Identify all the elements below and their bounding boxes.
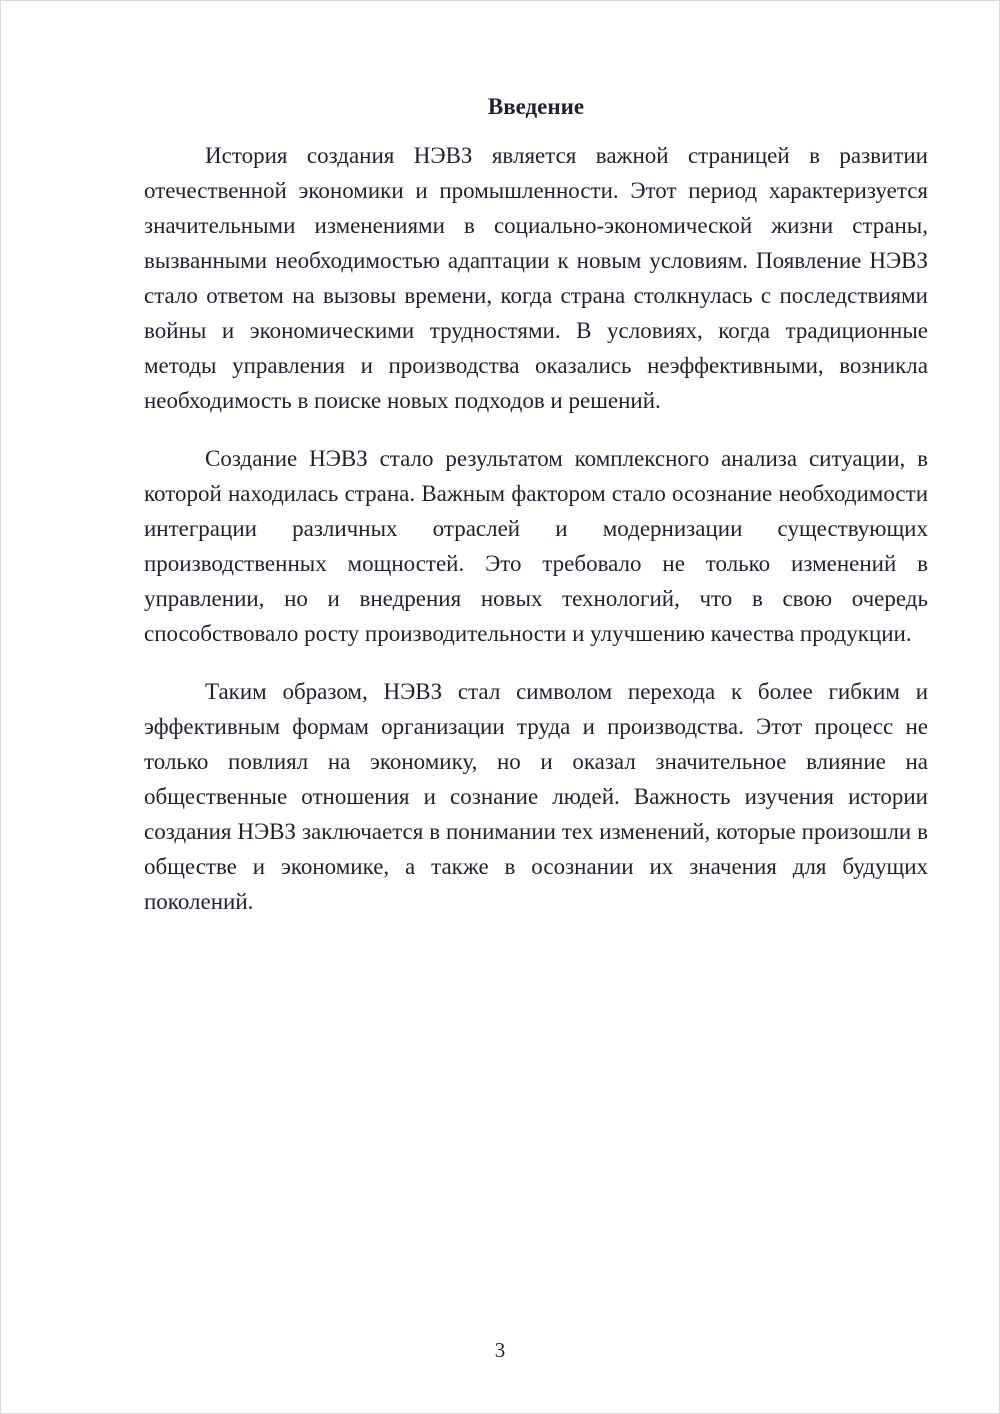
page-title: Введение bbox=[487, 94, 585, 119]
paragraph-creation-analysis: Создание НЭВЗ стало результатом комплексного анализа ситуации, в которой находилась страна. Важным фактором стало осознание необходимости интеграции различных отраслей и модернизации существующих производственных мощностей. Это требовало не только изменений в управлении, но и внедрения новых технологий, что в свою очередь способствовало росту производительности и улучшению качества продукции. bbox=[144, 446, 928, 646]
page-number: 3 bbox=[494, 1338, 506, 1362]
paragraph-intro-history: История создания НЭВЗ является важной страницей в развитии отечественной экономики и промышленности. Этот период характеризуется значительными изменениями в социально-экономической жизни страны, вызванными необходимостью адаптации к новым условиям. Появление НЭВЗ стало ответом на вызовы времени, когда страна столкнулась с последствиями войны и экономическими трудностями. В условиях, когда традиционные методы управления и производства оказались неэффективными, возникла необходимость в поиске новых подходов и решений. bbox=[144, 143, 928, 413]
paragraph-conclusion-symbol: Таким образом, НЭВЗ стал символом перехода к более гибким и эффективным формам организации труда и производства. Этот процесс не только повлиял на экономику, но и оказал значительное влияние на общественные отношения и сознание людей. Важность изучения истории создания НЭВЗ заключается в понимании тех изменений, которые произошли в обществе и экономике, а также в осознании их значения для будущих поколений. bbox=[144, 679, 928, 914]
